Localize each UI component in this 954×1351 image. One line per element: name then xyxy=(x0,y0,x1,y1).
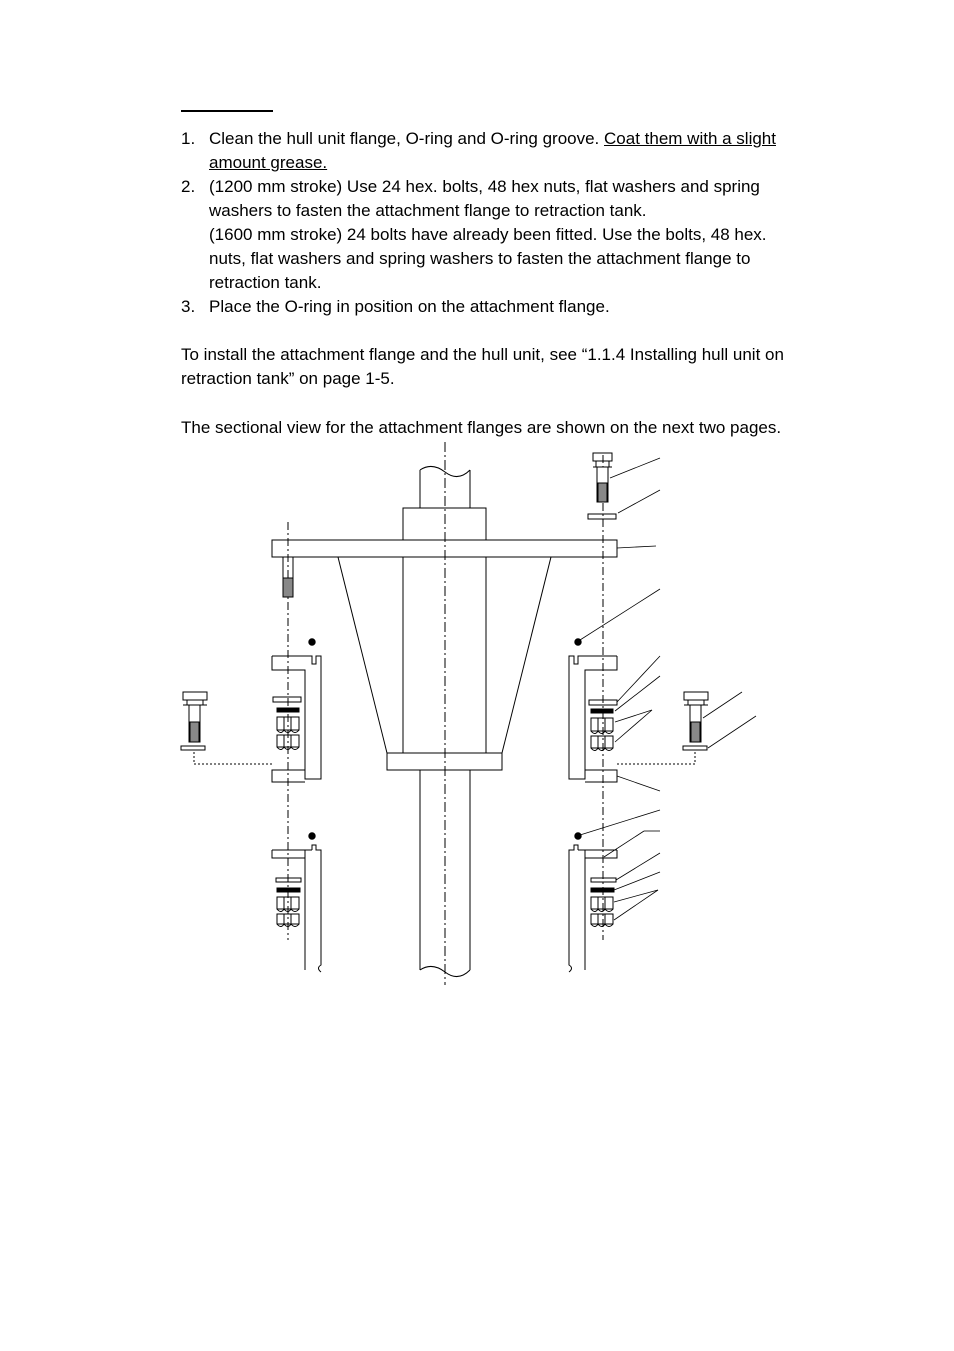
step-3-line: Place the O-ring in position on the attachment flange. xyxy=(209,297,610,316)
step-2-line: (1200 mm stroke) Use 24 hex. bolts, 48 hex nuts, flat washers and spring xyxy=(209,177,760,196)
step-1-underlined-text: Coat them with a slight xyxy=(604,129,776,148)
step-1-underlined-text-cont: amount grease. xyxy=(209,153,328,172)
step-3 xyxy=(181,295,846,319)
step-number: 1. xyxy=(181,129,196,148)
step-2-line: retraction tank. xyxy=(209,273,322,292)
step-1 xyxy=(181,127,846,175)
install-note xyxy=(181,343,861,391)
step-2 xyxy=(181,175,846,295)
leader-lines xyxy=(580,458,756,920)
attachment-flange-diagram xyxy=(0,440,954,985)
step-2-line: nuts, flat washers and spring washers to fasten the attachment flange to xyxy=(209,249,751,268)
attachment-flange-right xyxy=(569,656,617,782)
o-ring xyxy=(575,833,581,839)
hex-bolt xyxy=(683,692,708,750)
heading-underline xyxy=(181,110,273,112)
step-2-line: washers to fasten the attachment flange to retraction tank. xyxy=(209,201,647,220)
sectional-note: The sectional view for the attachment flanges are shown on the next two pages. xyxy=(181,418,782,437)
hex-bolt xyxy=(181,692,207,750)
step-2-line: (1600 mm stroke) 24 bolts have already been fitted. Use the bolts, 48 hex. xyxy=(209,225,767,244)
step-number: 2. xyxy=(181,177,196,196)
o-ring xyxy=(309,833,315,839)
step-number: 3. xyxy=(181,297,196,316)
washer-nut-stack-left xyxy=(273,697,301,750)
flat-washer xyxy=(588,514,616,519)
procedure-steps xyxy=(181,127,846,319)
step-1-text: Clean the hull unit flange, O-ring and O-ring groove. xyxy=(209,129,605,148)
install-note-line: To install the attachment flange and the hull unit, see “1.1.4 Installing hull unit on xyxy=(181,345,784,364)
install-note-line: retraction tank” on page 1-5. xyxy=(181,369,395,388)
attachment-flange-left xyxy=(272,656,321,782)
o-ring xyxy=(309,639,315,645)
